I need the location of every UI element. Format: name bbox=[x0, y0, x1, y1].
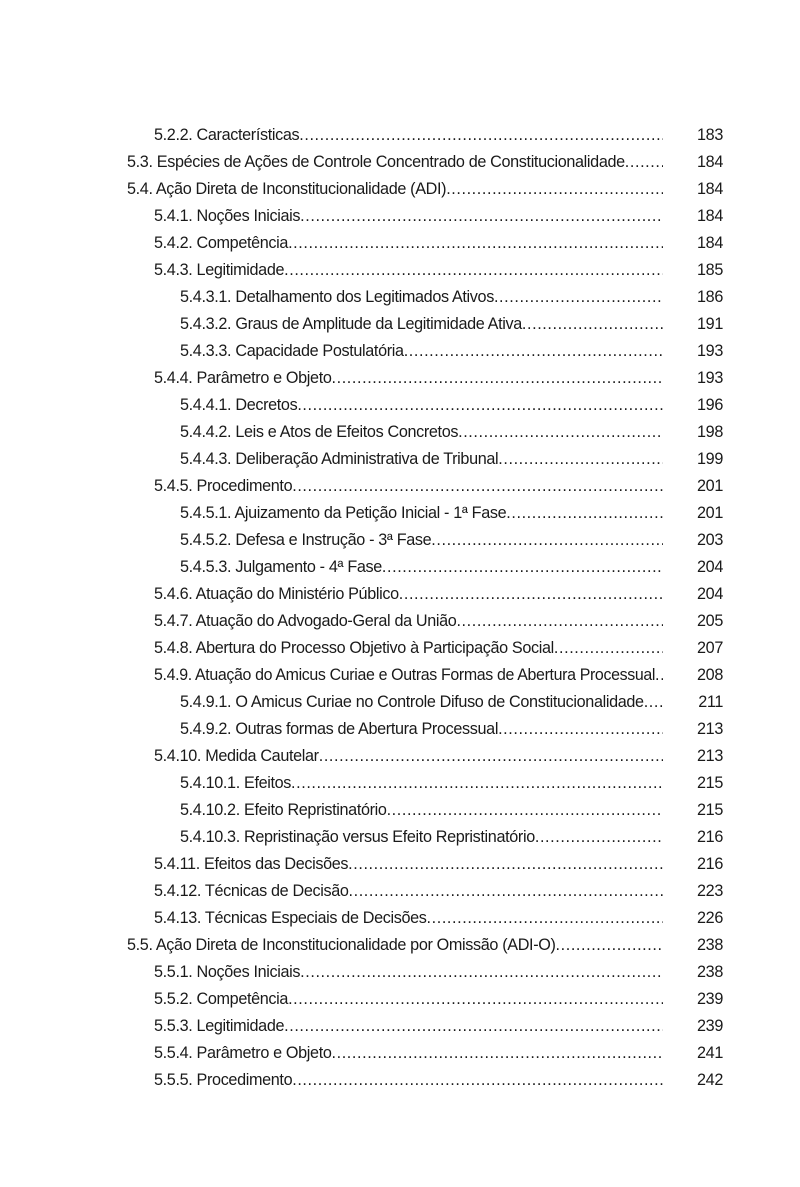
toc-page-number: 198 bbox=[697, 423, 723, 441]
toc-entry bbox=[0, 1040, 800, 1067]
toc-page-number: 191 bbox=[697, 315, 723, 333]
toc-dot-leader bbox=[399, 585, 663, 604]
toc-page-number: 204 bbox=[697, 558, 723, 576]
toc-entry bbox=[0, 392, 800, 419]
toc-entry bbox=[0, 743, 800, 770]
toc-entry-title: 5.4.9. Atuação do Amicus Curiae e Outras Formas de Abertura Processual bbox=[154, 666, 656, 684]
toc-entry bbox=[0, 959, 800, 986]
toc-entry-title: 5.4.5. Procedimento bbox=[154, 477, 293, 495]
toc-entry bbox=[0, 527, 800, 554]
toc-page-number: 184 bbox=[697, 153, 723, 171]
toc-page-number: 215 bbox=[697, 774, 723, 792]
toc-entry-body bbox=[154, 747, 663, 766]
toc-page-number: 204 bbox=[697, 585, 723, 603]
toc-dot-leader bbox=[299, 126, 663, 145]
toc-dot-leader bbox=[291, 774, 663, 793]
toc-entry-title: 5.5.4. Parâmetro e Objeto bbox=[154, 1044, 332, 1062]
toc-entry-body bbox=[154, 369, 663, 388]
toc-page-number: 215 bbox=[697, 801, 723, 819]
toc-entry-body bbox=[154, 990, 663, 1009]
toc-entry bbox=[0, 149, 800, 176]
toc-page-number: 241 bbox=[697, 1044, 723, 1062]
toc-dot-leader bbox=[292, 477, 663, 496]
toc-page-number: 239 bbox=[697, 990, 723, 1008]
toc-entry-body bbox=[180, 801, 663, 820]
toc-entry bbox=[0, 1013, 800, 1040]
toc-dot-leader bbox=[332, 1044, 663, 1063]
toc-page-number: 185 bbox=[697, 261, 723, 279]
toc-page-number: 201 bbox=[697, 477, 723, 495]
toc-page-number: 238 bbox=[697, 936, 723, 954]
toc-entry-title: 5.4.5.3. Julgamento - 4ª Fase bbox=[180, 558, 382, 576]
toc-entry-body bbox=[154, 234, 663, 253]
toc-entry-title: 5.5.3. Legitimidade bbox=[154, 1017, 285, 1035]
toc-dot-leader bbox=[292, 1071, 663, 1090]
toc-entry bbox=[0, 338, 800, 365]
toc-dot-leader bbox=[456, 612, 663, 631]
toc-entry-body bbox=[180, 396, 663, 415]
toc-entry-title: 5.4.4.2. Leis e Atos de Efeitos Concretos bbox=[180, 423, 459, 441]
toc-entry-title: 5.4.4.3. Deliberação Administrativa de Tribunal bbox=[180, 450, 499, 468]
toc-entry-body bbox=[180, 288, 663, 307]
toc-dot-leader bbox=[644, 693, 663, 712]
toc-entry-title: 5.3. Espécies de Ações de Controle Concentrado de Constitucionalidade bbox=[127, 153, 625, 171]
toc-entry-body bbox=[154, 639, 663, 658]
toc-page-number: 213 bbox=[697, 747, 723, 765]
toc-dot-leader bbox=[349, 882, 663, 901]
toc-entry-body bbox=[154, 909, 663, 928]
toc-entry-title: 5.2.2. Características bbox=[154, 126, 300, 144]
toc-entry-body bbox=[180, 558, 663, 577]
toc-entry-body bbox=[180, 504, 663, 523]
toc-entry bbox=[0, 500, 800, 527]
toc-entry bbox=[0, 554, 800, 581]
toc-dot-leader bbox=[382, 558, 663, 577]
toc-entry bbox=[0, 878, 800, 905]
toc-entry bbox=[0, 824, 800, 851]
toc-page-number: 201 bbox=[697, 504, 723, 522]
toc-entry-body bbox=[180, 342, 663, 361]
toc-dot-leader bbox=[348, 855, 663, 874]
toc-dot-leader bbox=[506, 504, 663, 523]
table-of-contents bbox=[0, 122, 800, 1094]
toc-entry-body bbox=[154, 585, 663, 604]
toc-entry-body bbox=[180, 774, 663, 793]
toc-dot-leader bbox=[498, 720, 663, 739]
toc-dot-leader bbox=[300, 963, 663, 982]
toc-page-number: 242 bbox=[697, 1071, 723, 1089]
toc-page-number: 208 bbox=[697, 666, 723, 684]
toc-dot-leader bbox=[446, 180, 663, 199]
toc-entry-title: 5.4.7. Atuação do Advogado-Geral da União bbox=[154, 612, 457, 630]
toc-entry-title: 5.4.3.3. Capacidade Postulatória bbox=[180, 342, 404, 360]
toc-entry bbox=[0, 284, 800, 311]
toc-dot-leader bbox=[300, 207, 663, 226]
toc-entry-body bbox=[180, 720, 663, 739]
toc-entry-body bbox=[180, 693, 663, 712]
toc-entry bbox=[0, 365, 800, 392]
toc-entry-title: 5.4.9.1. O Amicus Curiae no Controle Difuso de Constitucionalidade bbox=[180, 693, 644, 711]
toc-entry bbox=[0, 635, 800, 662]
toc-entry bbox=[0, 1067, 800, 1094]
toc-page-number: 216 bbox=[697, 828, 723, 846]
toc-entry bbox=[0, 230, 800, 257]
toc-entry-body bbox=[154, 612, 663, 631]
toc-entry-title: 5.4.10. Medida Cautelar bbox=[154, 747, 319, 765]
toc-page-number: 199 bbox=[697, 450, 723, 468]
toc-dot-leader bbox=[427, 909, 663, 928]
toc-entry bbox=[0, 311, 800, 338]
toc-dot-leader bbox=[535, 828, 663, 847]
toc-entry-title: 5.4.8. Abertura do Processo Objetivo à Participação Social bbox=[154, 639, 554, 657]
toc-entry bbox=[0, 662, 800, 689]
toc-entry-title: 5.4.12. Técnicas de Decisão bbox=[154, 882, 349, 900]
toc-entry-title: 5.4.3. Legitimidade bbox=[154, 261, 285, 279]
toc-dot-leader bbox=[554, 639, 663, 658]
toc-page-number: 239 bbox=[697, 1017, 723, 1035]
toc-entry-title: 5.4.2. Competência bbox=[154, 234, 289, 252]
toc-entry-title: 5.5.5. Procedimento bbox=[154, 1071, 293, 1089]
toc-entry-body bbox=[154, 666, 663, 685]
toc-entry bbox=[0, 716, 800, 743]
toc-entry-title: 5.4.3.2. Graus de Amplitude da Legitimidade Ativa bbox=[180, 315, 522, 333]
toc-entry-title: 5.4.10.2. Efeito Repristinatório bbox=[180, 801, 387, 819]
toc-entry bbox=[0, 905, 800, 932]
toc-dot-leader bbox=[556, 936, 663, 955]
toc-entry bbox=[0, 122, 800, 149]
toc-entry-body bbox=[127, 180, 663, 199]
toc-entry-body bbox=[154, 855, 663, 874]
toc-dot-leader bbox=[319, 747, 663, 766]
toc-entry-title: 5.4.11. Efeitos das Decisões bbox=[154, 855, 349, 873]
toc-entry-body bbox=[180, 531, 663, 550]
toc-page-number: 184 bbox=[697, 234, 723, 252]
toc-entry bbox=[0, 473, 800, 500]
toc-page-number: 205 bbox=[697, 612, 723, 630]
toc-entry bbox=[0, 770, 800, 797]
toc-page-number: 196 bbox=[697, 396, 723, 414]
toc-entry-title: 5.5.1. Noções Iniciais bbox=[154, 963, 301, 981]
toc-dot-leader bbox=[625, 153, 663, 172]
toc-page-number: 184 bbox=[697, 180, 723, 198]
toc-dot-leader bbox=[288, 234, 663, 253]
toc-page-number: 207 bbox=[697, 639, 723, 657]
toc-entry bbox=[0, 581, 800, 608]
toc-entry bbox=[0, 257, 800, 284]
toc-dot-leader bbox=[284, 1017, 663, 1036]
toc-entry bbox=[0, 608, 800, 635]
toc-dot-leader bbox=[522, 315, 663, 334]
toc-entry-title: 5.5. Ação Direta de Inconstitucionalidade por Omissão (ADI-O) bbox=[127, 936, 556, 954]
toc-dot-leader bbox=[297, 396, 663, 415]
toc-page-number: 216 bbox=[697, 855, 723, 873]
toc-entry bbox=[0, 932, 800, 959]
toc-dot-leader bbox=[458, 423, 663, 442]
toc-page-number: 184 bbox=[697, 207, 723, 225]
toc-entry-body bbox=[154, 1044, 663, 1063]
toc-entry bbox=[0, 419, 800, 446]
toc-dot-leader bbox=[288, 990, 663, 1009]
toc-entry bbox=[0, 203, 800, 230]
toc-entry-body bbox=[127, 153, 663, 172]
toc-page-number: 186 bbox=[697, 288, 723, 306]
toc-entry-body bbox=[154, 207, 663, 226]
toc-entry-title: 5.4.5.2. Defesa e Instrução - 3ª Fase bbox=[180, 531, 432, 549]
toc-entry-title: 5.4.13. Técnicas Especiais de Decisões bbox=[154, 909, 427, 927]
toc-entry-body bbox=[180, 315, 663, 334]
toc-dot-leader bbox=[655, 666, 663, 685]
toc-entry-title: 5.4. Ação Direta de Inconstitucionalidade (ADI) bbox=[127, 180, 447, 198]
toc-entry-body bbox=[127, 936, 663, 955]
toc-dot-leader bbox=[498, 450, 663, 469]
toc-entry-body bbox=[154, 882, 663, 901]
toc-entry-body bbox=[180, 450, 663, 469]
toc-dot-leader bbox=[332, 369, 663, 388]
toc-dot-leader bbox=[387, 801, 663, 820]
toc-entry bbox=[0, 797, 800, 824]
toc-entry-body bbox=[180, 423, 663, 442]
toc-entry-body bbox=[154, 1071, 663, 1090]
toc-page-number: 183 bbox=[697, 126, 723, 144]
toc-entry-title: 5.4.5.1. Ajuizamento da Petição Inicial - 1ª Fase bbox=[180, 504, 507, 522]
toc-entry-title: 5.4.3.1. Detalhamento dos Legitimados Ativos bbox=[180, 288, 494, 306]
toc-entry-title: 5.4.6. Atuação do Ministério Público bbox=[154, 585, 399, 603]
toc-entry-title: 5.4.10.1. Efeitos bbox=[180, 774, 292, 792]
toc-page-number: 213 bbox=[697, 720, 723, 738]
toc-entry bbox=[0, 446, 800, 473]
toc-entry-body bbox=[154, 126, 663, 145]
toc-page-number: 226 bbox=[697, 909, 723, 927]
toc-entry-title: 5.4.9.2. Outras formas de Abertura Processual bbox=[180, 720, 499, 738]
toc-entry bbox=[0, 689, 800, 716]
toc-entry-body bbox=[154, 477, 663, 496]
toc-page-number: 193 bbox=[697, 369, 723, 387]
toc-entry-title: 5.4.4. Parâmetro e Objeto bbox=[154, 369, 332, 387]
toc-page-number: 193 bbox=[697, 342, 723, 360]
toc-entry-body bbox=[154, 1017, 663, 1036]
toc-entry-title: 5.4.4.1. Decretos bbox=[180, 396, 298, 414]
toc-entry-body bbox=[180, 828, 663, 847]
toc-entry-title: 5.4.10.3. Repristinação versus Efeito Repristinatório bbox=[180, 828, 535, 846]
toc-dot-leader bbox=[404, 342, 663, 361]
toc-dot-leader bbox=[494, 288, 663, 307]
toc-page-number: 211 bbox=[698, 693, 723, 711]
toc-entry bbox=[0, 176, 800, 203]
toc-dot-leader bbox=[284, 261, 663, 280]
toc-dot-leader bbox=[431, 531, 663, 550]
toc-entry-body bbox=[154, 261, 663, 280]
toc-entry-title: 5.4.1. Noções Iniciais bbox=[154, 207, 301, 225]
toc-page-number: 223 bbox=[697, 882, 723, 900]
toc-entry-title: 5.5.2. Competência bbox=[154, 990, 289, 1008]
toc-entry-body bbox=[154, 963, 663, 982]
toc-page-number: 203 bbox=[697, 531, 723, 549]
toc-entry bbox=[0, 851, 800, 878]
toc-entry bbox=[0, 986, 800, 1013]
toc-page-number: 238 bbox=[697, 963, 723, 981]
